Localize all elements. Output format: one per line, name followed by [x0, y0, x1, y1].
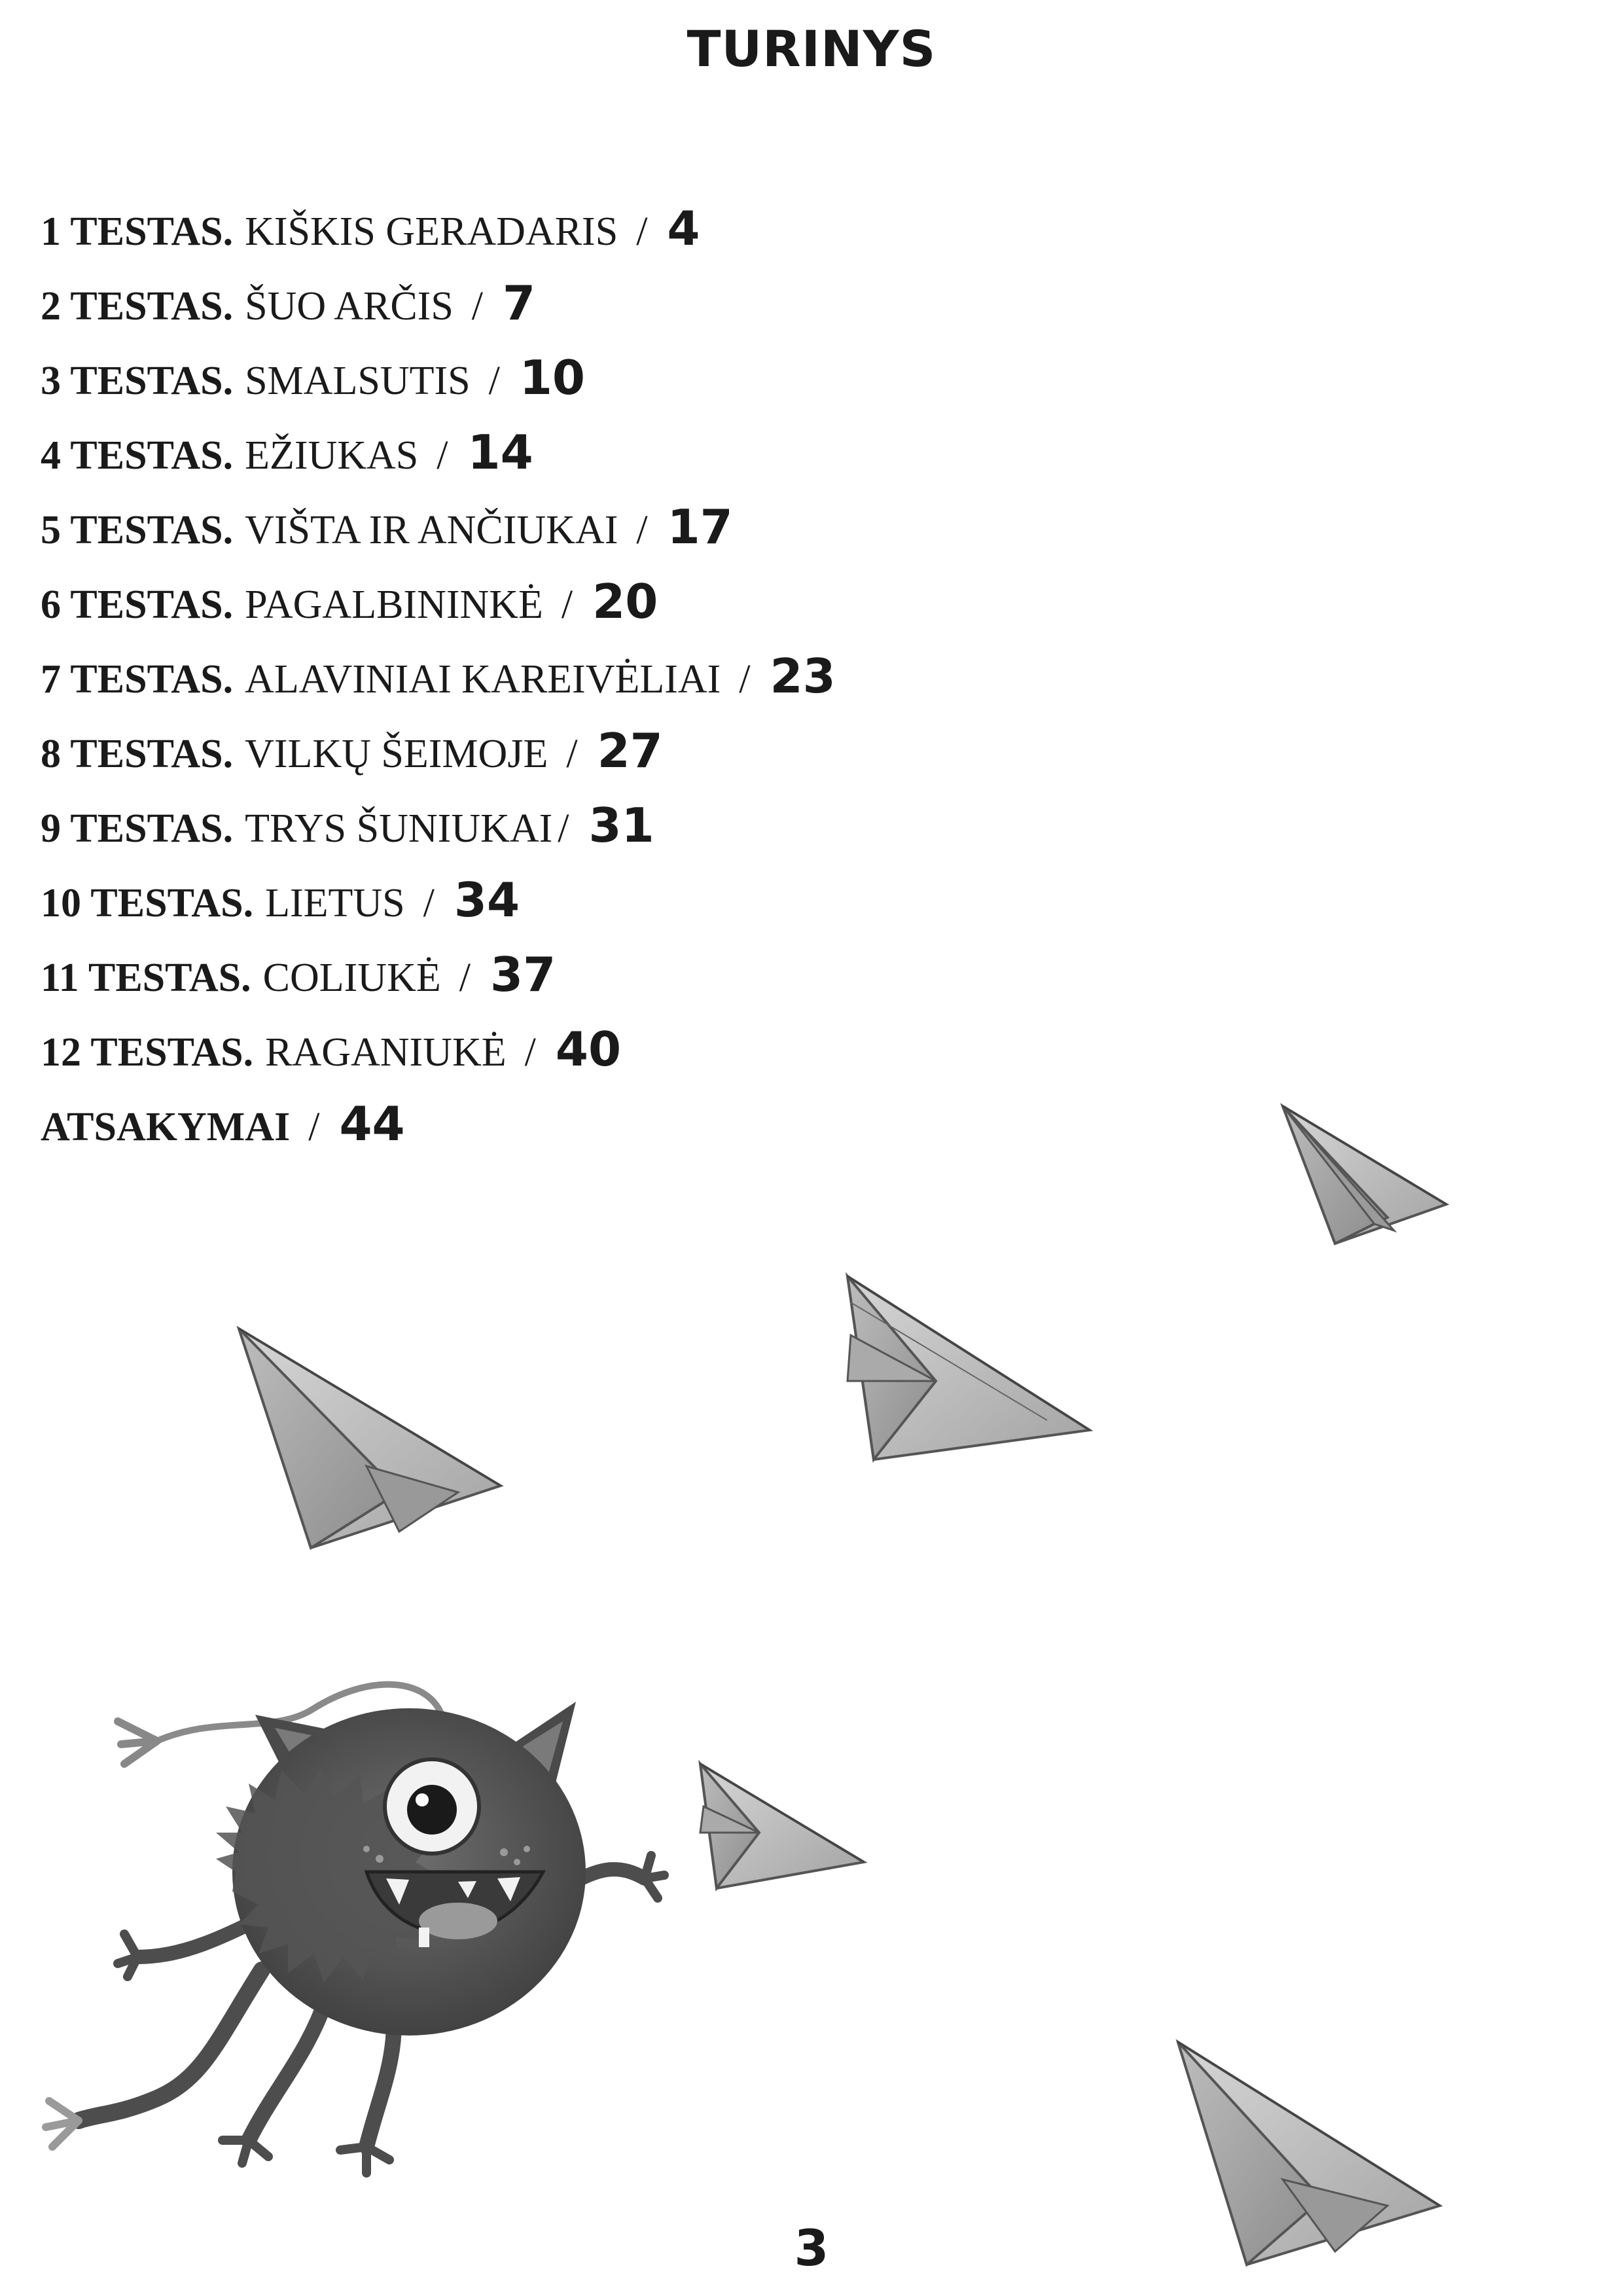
toc-item[interactable] [41, 258, 1153, 332]
toc-item-label: 2 TESTAS. [41, 284, 234, 329]
toc-item-name: PAGALBININKĖ [245, 583, 543, 627]
toc-item-label: 6 TESTAS. [41, 583, 234, 627]
toc-item-label: 7 TESTAS. [41, 657, 234, 702]
toc-item-page: 20 [592, 574, 658, 629]
toc-item[interactable] [41, 332, 1153, 407]
toc-item-page: 7 [503, 276, 536, 331]
toc-item-page: 17 [667, 499, 733, 554]
toc-item[interactable] [41, 482, 1153, 556]
toc-item-label: 11 TESTAS. [41, 956, 251, 1000]
toc-item[interactable] [41, 556, 1153, 631]
toc-item-answers[interactable] [41, 1079, 1153, 1153]
toc-item-name: KIŠKIS GERADARIS [245, 209, 618, 254]
page-title: TURINYS [687, 20, 936, 78]
toc-item[interactable] [41, 706, 1153, 780]
toc-item-separator: / [459, 956, 471, 1000]
toc-item-name: VILKŲ ŠEIMOJE [245, 732, 548, 776]
toc-item[interactable] [41, 407, 1153, 482]
toc-item-label: 4 TESTAS. [41, 433, 234, 478]
toc-item-page: 14 [467, 425, 533, 480]
toc-item-label: 10 TESTAS. [41, 881, 254, 925]
toc-item[interactable] [41, 855, 1153, 929]
toc-item-separator: / [561, 583, 573, 627]
toc-item-page: 27 [597, 723, 663, 778]
toc-item-name: EŽIUKAS [245, 433, 419, 478]
paper-plane-icon [239, 1329, 501, 1548]
toc-item-name: SMALSUTIS [245, 359, 471, 403]
table-of-contents [41, 183, 1153, 1153]
toc-item[interactable] [41, 929, 1153, 1004]
toc-item-page: 31 [588, 798, 654, 853]
toc-item-separator: / [437, 433, 448, 478]
toc-item-separator: / [566, 732, 578, 776]
toc-item-page: 10 [519, 350, 586, 405]
toc-item-separator: / [471, 284, 484, 329]
paper-plane-icon [700, 1764, 864, 1888]
toc-item-page: 34 [454, 872, 520, 927]
toc-item[interactable] [41, 1004, 1153, 1079]
toc-item-separator: / [524, 1030, 536, 1075]
toc-item-label: 3 TESTAS. [41, 359, 234, 403]
toc-item-separator: / [636, 209, 648, 254]
toc-item-page: 37 [490, 947, 556, 1002]
toc-item-name: RAGANIUKĖ [265, 1030, 507, 1075]
toc-item-name: ALAVINIAI KAREIVĖLIAI [245, 657, 721, 702]
toc-item-label: 9 TESTAS. [41, 806, 234, 851]
toc-item[interactable] [41, 631, 1153, 706]
toc-item[interactable] [41, 780, 1153, 855]
toc-item-name: TRYS ŠUNIUKAI [245, 806, 553, 851]
toc-item-label: ATSAKYMAI [41, 1105, 291, 1149]
toc-item-separator: / [636, 508, 648, 552]
toc-item-name: ŠUO ARČIS [245, 284, 454, 329]
toc-item-page: 23 [770, 649, 836, 704]
toc-item-page: 44 [339, 1096, 405, 1151]
toc-item-label: 12 TESTAS. [41, 1030, 254, 1075]
fluffy-monster-icon [46, 1685, 664, 2173]
toc-item-name: VIŠTA IR ANČIUKAI [245, 508, 618, 552]
toc-item-separator: / [558, 806, 569, 851]
page-number: 3 [794, 2219, 829, 2277]
paper-plane-icon [847, 1276, 1090, 1460]
toc-item-separator: / [488, 359, 500, 403]
toc-item-label: 5 TESTAS. [41, 508, 234, 552]
paper-plane-icon [1283, 1106, 1446, 1244]
toc-item-name: LIETUS [265, 881, 405, 925]
toc-item-page: 40 [555, 1022, 622, 1077]
toc-item-label: 1 TESTAS. [41, 209, 234, 254]
toc-item-label: 8 TESTAS. [41, 732, 234, 776]
toc-item[interactable] [41, 183, 1153, 258]
toc-item-separator: / [423, 881, 435, 925]
toc-item-separator: / [308, 1105, 320, 1149]
toc-item-separator: / [739, 657, 751, 702]
toc-item-page: 4 [667, 201, 700, 256]
toc-item-name: COLIUKĖ [262, 956, 441, 1000]
